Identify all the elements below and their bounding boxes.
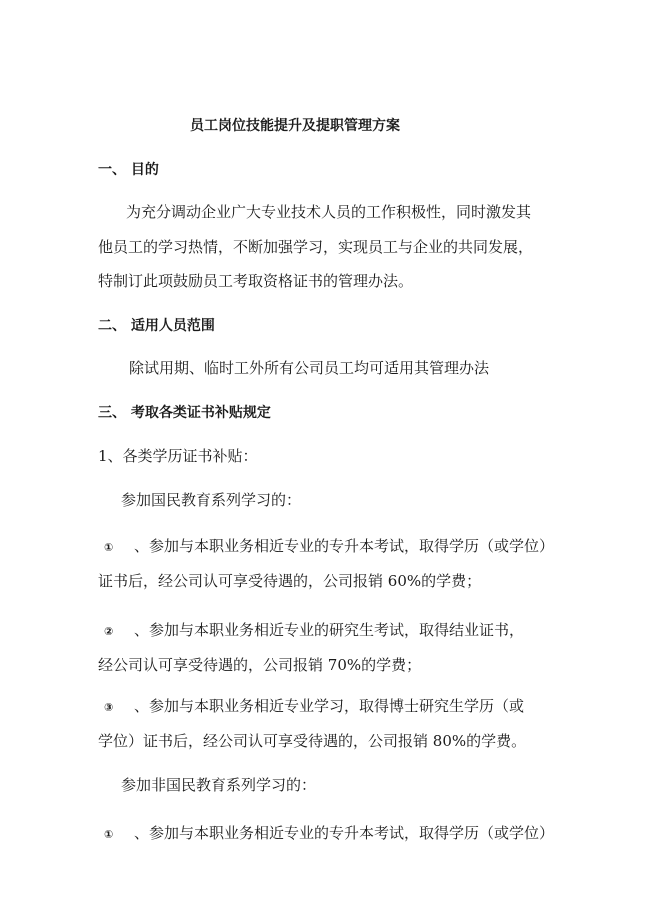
group-heading: 参加非国民教育系列学习的： bbox=[121, 776, 317, 794]
list-item-marker: ③ bbox=[104, 701, 114, 714]
section-1-heading: 一、 目的 bbox=[98, 162, 159, 178]
list-item-line: 证书后，经公司认可享受待遇的，公司报销 60%的学费； bbox=[98, 572, 482, 590]
document-title: 员工岗位技能提升及提职管理方案 bbox=[190, 118, 400, 134]
section-2-paragraph: 除试用期、临时工外所有公司员工均可适用其管理办法 bbox=[129, 359, 490, 377]
list-item-marker: ① bbox=[104, 828, 114, 841]
section-1-paragraph-line: 为充分调动企业广大专业技术人员的工作积极性，同时激发其 bbox=[126, 203, 532, 221]
section-2-heading: 二、 适用人员范围 bbox=[98, 318, 215, 334]
list-item-marker: ① bbox=[104, 541, 114, 554]
list-item-line: 、参加与本职业务相近专业的研究生考试，取得结业证书， bbox=[134, 621, 525, 639]
section-3-subheading: 1、各类学历证书补贴： bbox=[98, 447, 258, 465]
list-item-line: 、参加与本职业务相近专业的专升本考试，取得学历（或学位） bbox=[134, 824, 555, 842]
list-item-line: 经公司认可享受待遇的，公司报销 70%的学费； bbox=[98, 656, 422, 674]
list-item-line: 学位）证书后，经公司认可享受待遇的，公司报销 80%的学费。 bbox=[98, 732, 527, 750]
section-1-paragraph-line: 特制订此项鼓励员工考取资格证书的管理办法。 bbox=[98, 272, 414, 290]
list-item-line: 、参加与本职业务相近专业学习，取得博士研究生学历（或 bbox=[134, 697, 525, 715]
section-3-heading: 三、 考取各类证书补贴规定 bbox=[98, 405, 271, 421]
list-item-line: 、参加与本职业务相近专业的专升本考试，取得学历（或学位） bbox=[134, 537, 555, 555]
group-heading: 参加国民教育系列学习的： bbox=[121, 491, 302, 509]
section-1-paragraph-line: 他员工的学习热情，不断加强学习，实现员工与企业的共同发展， bbox=[98, 238, 534, 256]
list-item-marker: ② bbox=[104, 625, 114, 638]
